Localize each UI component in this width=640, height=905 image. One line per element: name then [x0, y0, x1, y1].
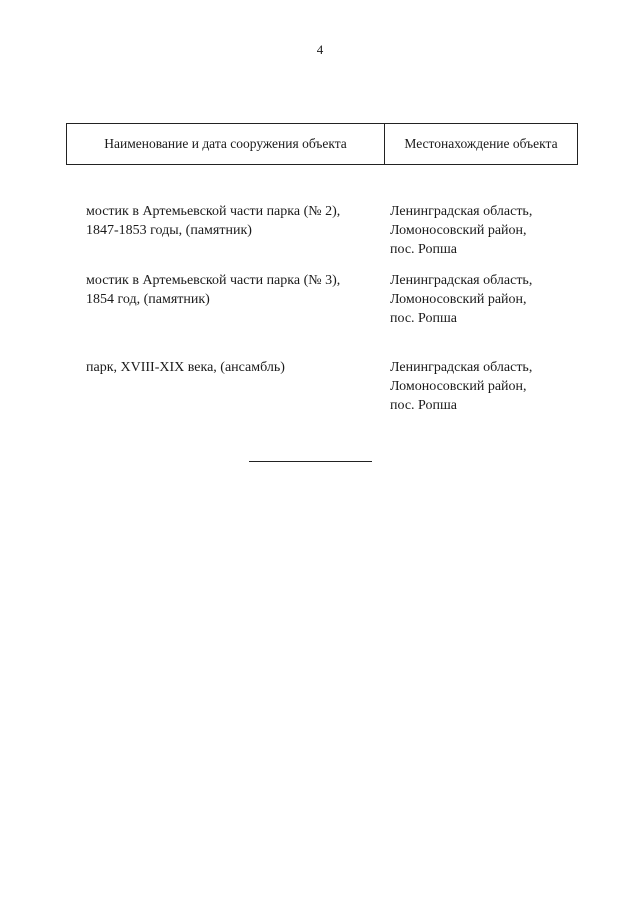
object-location-line: пос. Ропша	[390, 242, 457, 257]
object-location-line: Ленинградская область,	[390, 273, 533, 288]
object-location-line: пос. Ропша	[390, 311, 457, 326]
object-name-line: 1847-1853 годы, (памятник)	[86, 223, 252, 238]
object-location-line: Ленинградская область,	[390, 204, 533, 219]
object-name-line: парк, XVIII-XIX века, (ансамбль)	[86, 360, 285, 375]
table-header	[66, 123, 578, 165]
object-name	[86, 358, 376, 377]
object-name-line: 1854 год, (памятник)	[86, 292, 210, 307]
object-location-line: Ломоносовский район,	[390, 223, 527, 238]
object-location	[390, 358, 590, 415]
object-name-line: мостик в Артемьевской части парка (№ 3),	[86, 273, 341, 288]
object-location-line: Ленинградская область,	[390, 360, 533, 375]
object-location-line: Ломоносовский район,	[390, 292, 527, 307]
page-number: 4	[316, 42, 324, 57]
object-name	[86, 202, 376, 240]
header-location-column: Местонахождение объекта	[404, 136, 558, 151]
header-name-column: Наименование и дата сооружения объекта	[67, 124, 385, 164]
object-location-line: пос. Ропша	[390, 398, 457, 413]
object-name-line: мостик в Артемьевской части парка (№ 2),	[86, 204, 341, 219]
object-name	[86, 271, 376, 309]
object-location	[390, 202, 590, 259]
end-divider	[249, 461, 372, 462]
object-location-line: Ломоносовский район,	[390, 379, 527, 394]
object-location	[390, 271, 590, 328]
